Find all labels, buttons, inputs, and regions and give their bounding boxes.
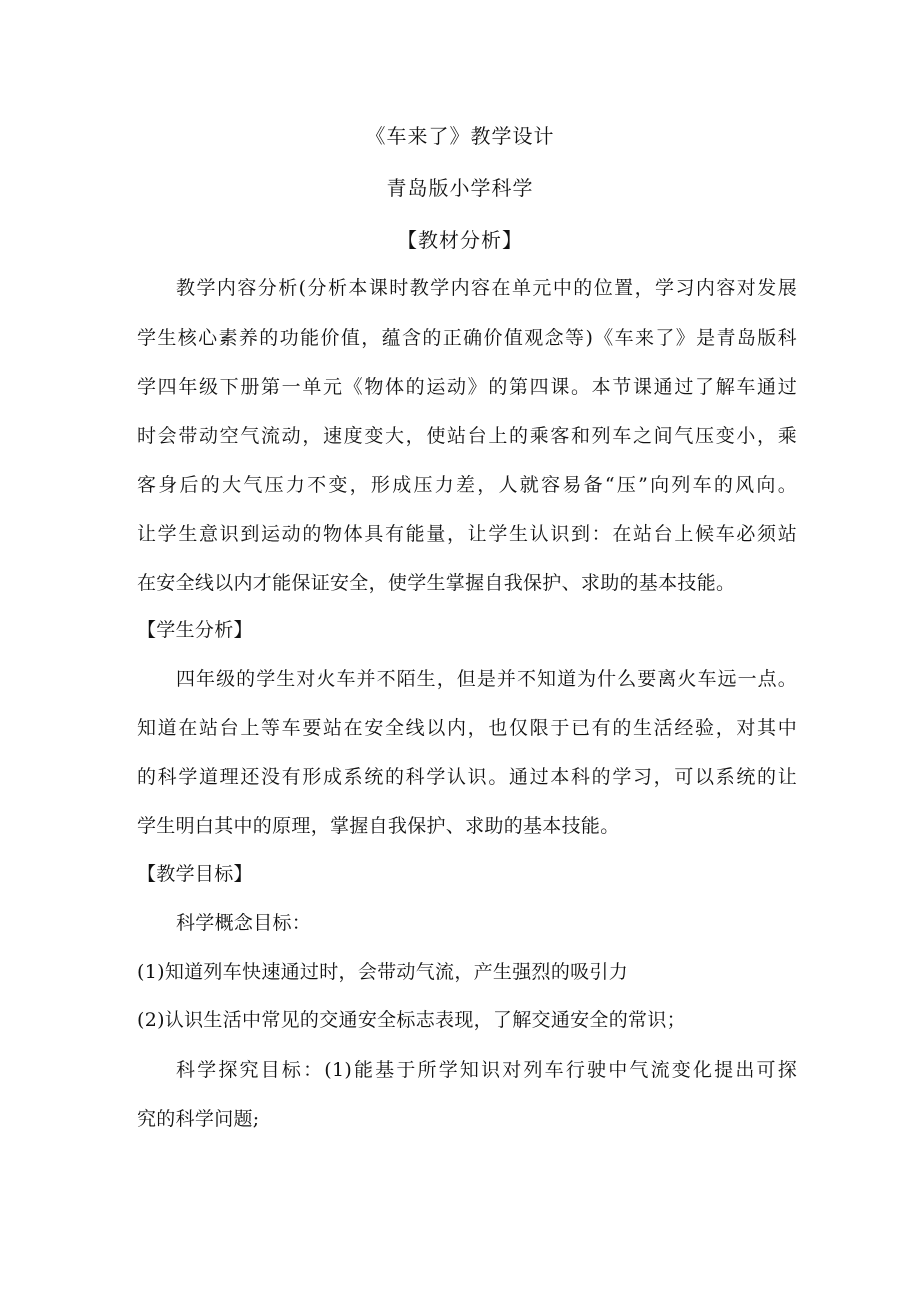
paragraph-line: 学生核心素养的功能价值，蕴含的正确价值观念等)《车来了》是青岛版科 — [137, 327, 797, 349]
goal-inquiry-line: 科学探究目标：(1)能基于所学知识对列车行驶中气流变化提出可探 — [176, 1059, 797, 1081]
paragraph-line: 四年级的学生对火车并不陌生，但是并不知道为什么要离火车远一点。 — [176, 668, 797, 690]
goal-concept-item: (2)认识生活中常见的交通安全标志表现，了解交通安全的常识； — [137, 1009, 686, 1031]
paragraph-line: 让学生意识到运动的物体具有能量，让学生认识到：在站台上候车必须站 — [137, 523, 797, 545]
goal-concept-item: (1)知道列车快速通过时，会带动气流，产生强烈的吸引力 — [137, 961, 629, 983]
paragraph-line: 教学内容分析(分析本课时教学内容在单元中的位置，学习内容对发展 — [176, 277, 797, 299]
section-heading-textbook-analysis: 【教材分析】 — [397, 228, 523, 252]
paragraph-line: 在安全线以内才能保证安全，使学生掌握自我保护、求助的基本技能。 — [137, 572, 736, 594]
document-title: 《车来了》教学设计 — [365, 124, 555, 148]
paragraph-line: 客身后的大气压力不变，形成压力差，人就容易备“压”向列车的风向。 — [137, 474, 797, 496]
section-heading-student-analysis: 【学生分析】 — [137, 619, 253, 641]
document-subtitle: 青岛版小学科学 — [386, 176, 534, 200]
paragraph-line: 知道在站台上等车要站在安全线以内，也仅限于已有的生活经验，对其中 — [137, 717, 797, 739]
paragraph-line: 学生明白其中的原理，掌握自我保护、求助的基本技能。 — [137, 815, 620, 837]
section-heading-teaching-goals: 【教学目标】 — [137, 863, 253, 885]
paragraph-line: 时会带动空气流动，速度变大，使站台上的乘客和列车之间气压变小，乘 — [137, 425, 797, 447]
goal-concept-label: 科学概念目标： — [176, 912, 312, 934]
paragraph-line: 的科学道理还没有形成系统的科学认识。通过本科的学习，可以系统的让 — [137, 766, 797, 788]
paragraph-line: 学四年级下册第一单元《物体的运动》的第四课。本节课通过了解车通过 — [137, 376, 797, 398]
goal-inquiry-line: 究的科学问题; — [137, 1108, 260, 1130]
